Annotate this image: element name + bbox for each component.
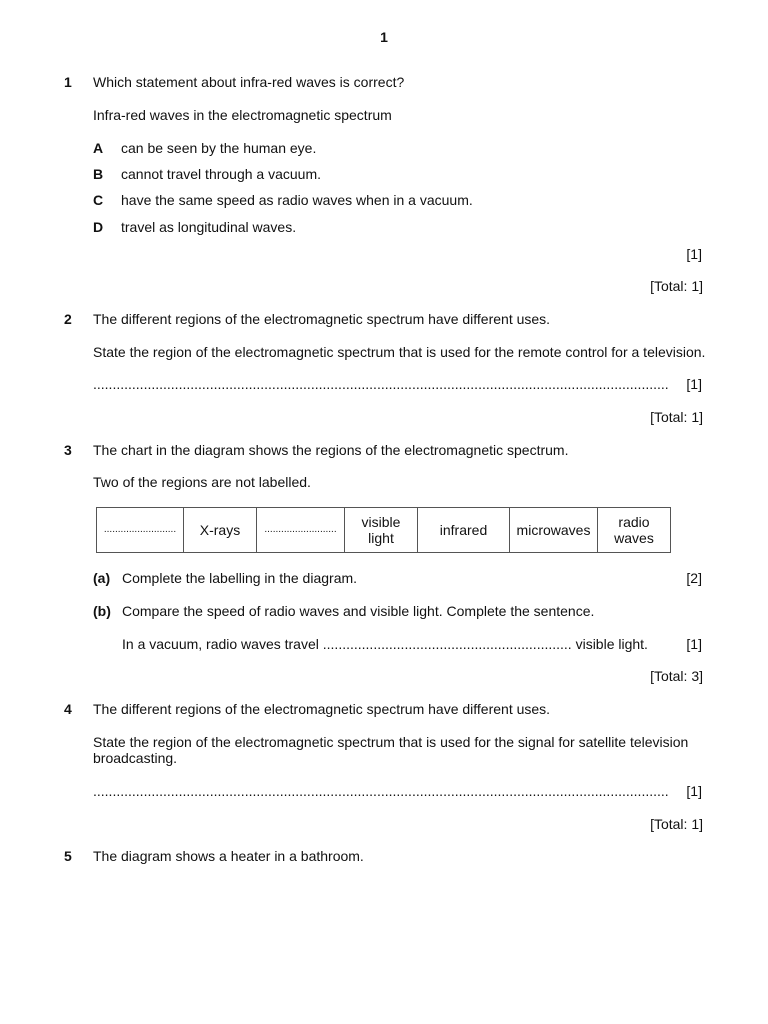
question-3-intro: The chart in the diagram shows the regions of the electromagnetic spectrum.: [93, 442, 569, 458]
question-1-mark: [1]: [686, 246, 702, 262]
infrared-label: infrared: [439, 522, 488, 538]
question-4-text: State the region of the electromagnetic spectrum that is used for the signal for satellite television broadcasting.: [93, 734, 689, 766]
part-a-label: (a): [93, 570, 111, 586]
microwaves-label: microwaves: [516, 522, 591, 538]
part-b-label: (b): [93, 603, 111, 619]
spectrum-blank-region-1[interactable]: [97, 508, 184, 552]
option-c-text: have the same speed as radio waves when in a vacuum.: [121, 192, 473, 208]
question-4-answer-line[interactable]: ....................................................................................................................................................: [93, 783, 669, 799]
question-2-answer-line[interactable]: ....................................................................................................................................................: [93, 376, 669, 392]
question-5-number: 5: [64, 848, 72, 864]
option-a-text: can be seen by the human eye.: [121, 140, 317, 156]
spectrum-chart: [96, 507, 671, 553]
question-4-number: 4: [64, 701, 72, 717]
option-a-letter: A: [93, 140, 104, 156]
question-2-total: [Total: 1]: [650, 409, 703, 425]
visible-label-line1: visible: [361, 514, 401, 530]
question-2-mark: [1]: [686, 376, 702, 392]
part-a-mark: [2]: [686, 570, 702, 586]
spectrum-infrared: [418, 508, 510, 552]
question-2-number: 2: [64, 311, 72, 327]
question-5-intro: The diagram shows a heater in a bathroom.: [93, 848, 364, 864]
part-a-text: Complete the labelling in the diagram.: [122, 570, 358, 586]
spectrum-blank-region-2[interactable]: [257, 508, 345, 552]
question-4-total: [Total: 1]: [650, 816, 703, 832]
option-b-text: cannot travel through a vacuum.: [121, 166, 322, 182]
option-d-text: travel as longitudinal waves.: [121, 219, 297, 235]
question-3-note: Two of the regions are not labelled.: [93, 474, 311, 490]
question-1-stem: Infra-red waves in the electromagnetic spectrum: [93, 107, 392, 123]
question-1-total: [Total: 1]: [650, 278, 703, 294]
option-c-letter: C: [93, 192, 104, 208]
visible-label-line2: light: [368, 530, 394, 546]
question-1-text: Which statement about infra-red waves is correct?: [93, 74, 405, 90]
question-3-total: [Total: 3]: [650, 668, 703, 684]
spectrum-xrays: [184, 508, 257, 552]
question-4-intro: The different regions of the electromagnetic spectrum have different uses.: [93, 701, 551, 717]
spectrum-radio-waves: [598, 508, 670, 552]
blank-label-1: ..........................: [103, 524, 177, 535]
page-number: 1: [380, 29, 388, 45]
xrays-label: X-rays: [199, 522, 241, 538]
question-2-text: State the region of the electromagnetic spectrum that is used for the remote control for a television.: [93, 344, 706, 360]
question-1-number: 1: [64, 74, 72, 90]
question-4-mark: [1]: [686, 783, 702, 799]
part-b-text: Compare the speed of radio waves and visible light. Complete the sentence.: [122, 603, 595, 619]
option-d-letter: D: [93, 219, 104, 235]
part-b-mark: [1]: [686, 636, 702, 652]
spectrum-visible-light: [345, 508, 418, 552]
question-3-number: 3: [64, 442, 72, 458]
blank-label-2: ..........................: [264, 524, 337, 535]
option-b-letter: B: [93, 166, 104, 182]
radio-label-line1: radio: [618, 514, 650, 530]
spectrum-microwaves: [510, 508, 598, 552]
radio-label-line2: waves: [614, 530, 654, 546]
question-2-intro: The different regions of the electromagnetic spectrum have different uses.: [93, 311, 551, 327]
part-b-sentence[interactable]: In a vacuum, radio waves travel ................................................................ visible light.: [122, 636, 648, 652]
